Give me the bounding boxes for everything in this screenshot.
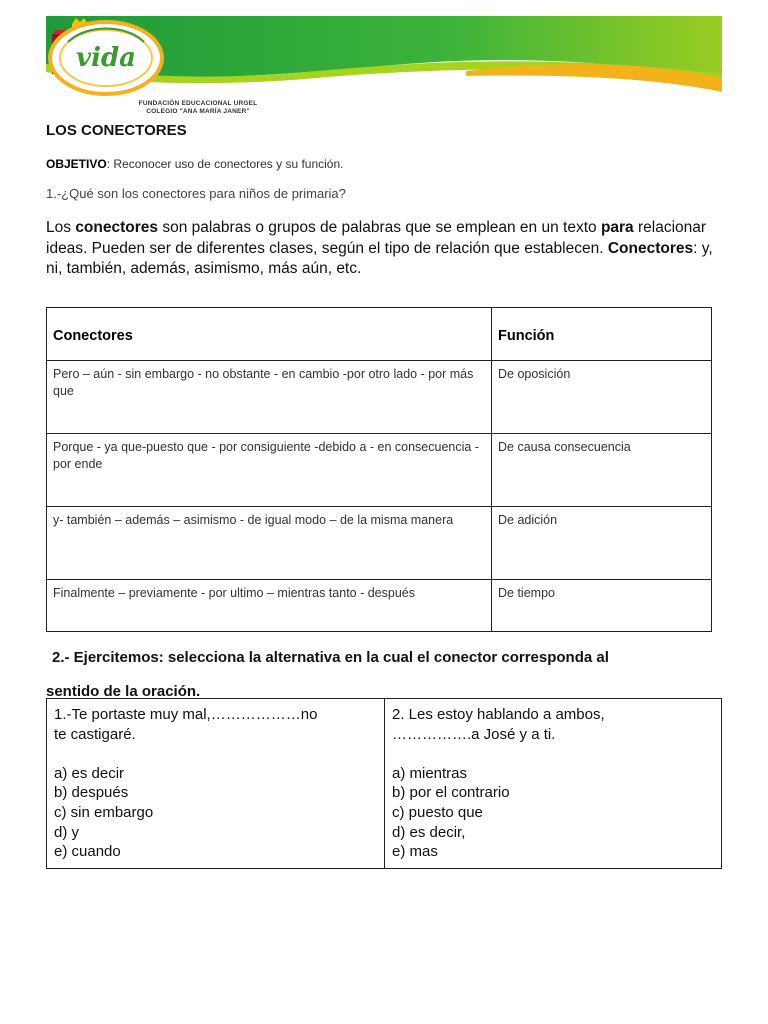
exercise-line2: sentido de la oración. xyxy=(46,683,201,700)
option-item: b) por el contrario xyxy=(392,784,510,802)
cell-funcion: De adición xyxy=(492,507,712,580)
question-cell-1 xyxy=(47,699,385,869)
q2-line2: …………….a José y a ti. xyxy=(392,725,556,743)
foundation-line2: COLEGIO "ANA MARÍA JANER" xyxy=(146,108,250,115)
q2-line1: 2. Les estoy hablando a ambos, xyxy=(392,706,605,723)
option-item: d) es decir, xyxy=(392,823,466,841)
page-title: LOS CONECTORES xyxy=(46,122,187,139)
table-row xyxy=(47,580,712,632)
header-conectores: Conectores xyxy=(47,308,492,361)
option-item: e) mas xyxy=(392,843,438,861)
intro-text-4: : y, ni, también, además, asimismo, más aún, etc. xyxy=(46,239,713,277)
option-item: c) sin embargo xyxy=(54,803,154,821)
cell-conectores: y- también – además – asimismo - de igual modo – de la misma manera xyxy=(47,507,492,580)
header-funcion: Función xyxy=(492,308,712,361)
option-item: c) puesto que xyxy=(392,803,483,821)
cell-conectores: Finalmente – previamente - por ultimo – mientras tanto - después xyxy=(47,580,492,632)
exercise-line1: 2.- Ejercitemos: selecciona la alternativa en la cual el conector corresponda al xyxy=(52,649,609,666)
exercise-table xyxy=(46,698,722,869)
intro-bold-1: conectores xyxy=(75,219,159,236)
question-cell-2 xyxy=(385,699,722,869)
objective-label: OBJETIVO xyxy=(46,157,107,171)
option-item: d) y xyxy=(54,823,80,841)
foundation-line1: FUNDACIÓN EDUCACIONAL URGEL xyxy=(138,100,258,107)
header-banner xyxy=(46,16,722,115)
intro-text-3: relacionar ideas. Pueden ser de diferentes clases, según el tipo de relación que establecen. xyxy=(46,219,707,257)
cell-conectores: Porque - ya que-puesto que - por consiguiente -debido a - en consecuencia - por ende xyxy=(47,434,492,507)
foundation-name xyxy=(118,100,278,116)
option-item: a) mientras xyxy=(392,764,468,782)
cell-conectores: Pero – aún - sin embargo - no obstante - en cambio -por otro lado - por más que xyxy=(47,361,492,434)
vida-seal-icon xyxy=(46,16,166,96)
objective-text: : Reconocer uso de conectores y su función. xyxy=(106,157,344,171)
table-row xyxy=(47,361,712,434)
q1-line2: te castigaré. xyxy=(54,725,136,743)
table-row xyxy=(47,434,712,507)
objective xyxy=(46,157,344,171)
option-item: a) es decir xyxy=(54,764,125,782)
intro-text-1: Los xyxy=(46,219,76,236)
cell-funcion: De causa consecuencia xyxy=(492,434,712,507)
cell-funcion: De tiempo xyxy=(492,580,712,632)
intro-paragraph xyxy=(46,218,726,280)
question-1: 1.-¿Qué son los conectores para niños de primaria? xyxy=(46,186,346,201)
svg-text:vida: vida xyxy=(75,43,137,73)
connectors-table xyxy=(46,307,712,632)
option-item: e) cuando xyxy=(54,843,121,861)
cell-funcion: De oposición xyxy=(492,361,712,434)
table-row xyxy=(47,507,712,580)
exercise-row xyxy=(47,699,722,869)
intro-bold-2: para xyxy=(600,219,634,236)
option-item: b) después xyxy=(54,784,129,802)
intro-text-2: son palabras o grupos de palabras que se emplean en un texto xyxy=(158,219,601,236)
table-header-row xyxy=(47,308,712,361)
intro-bold-3: Conectores xyxy=(607,239,694,257)
q1-line1: 1.-Te portaste muy mal,………………no xyxy=(54,706,318,723)
